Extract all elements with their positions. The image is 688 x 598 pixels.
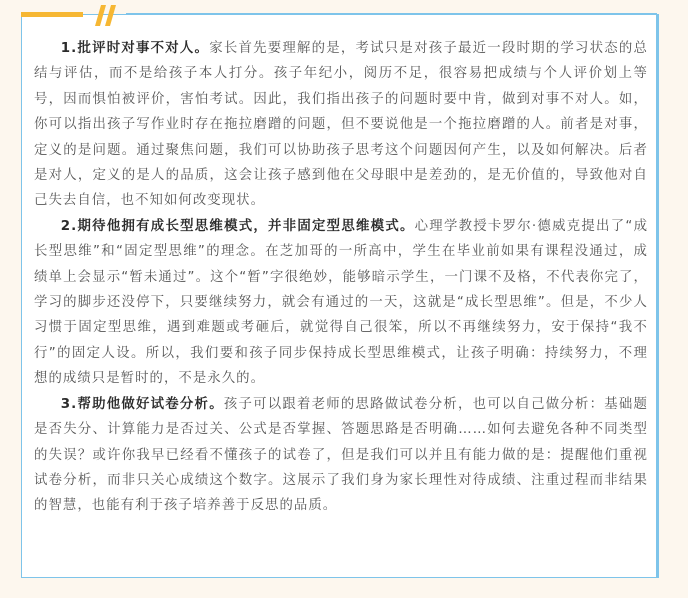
double-quote-icon <box>90 2 120 30</box>
article-body <box>34 36 648 519</box>
paragraph-heading: 1.批评时对事不对人。 <box>60 41 210 56</box>
top-accent-bar <box>21 12 83 17</box>
paragraph-heading: 2.期待他拥有成长型思维模式，并非固定型思维模式。 <box>60 218 415 234</box>
top-border-line <box>126 13 657 15</box>
paragraph-text: 孩子可以跟着老师的思路做试卷分析，也可以自己做分析：基础题是否失分、计算能力是否过关、公式是否掌握、答题思路是否明确……如何去避免各种不同类型的失误？或许你我早已经看不懂孩子的试卷了，但是我们可以并且有能力做的是：提醒他们重视试卷分析，而非只关心成绩这个数字。这展示了我们身为家长理性对待成绩、注重过程而非结果的智慧，也能有利于孩子培养善于反思的品质。 <box>34 396 648 514</box>
paragraph-2 <box>34 214 648 392</box>
paragraph-heading: 3.帮助他做好试卷分析。 <box>60 396 224 412</box>
right-border-line <box>657 14 659 578</box>
paragraph-3 <box>34 392 648 519</box>
paragraph-text: 家长首先要理解的是，考试只是对孩子最近一段时期的学习状态的总结与评估，而不是给孩子本人打分。孩子年纪小，阅历不足，很容易把成绩与个人评价划上等号，因而惧怕被评价，害怕考试。因此，我们指出孩子的问题时要中肯，做到对事不对人。如，你可以指出孩子写作业时存在拖拉磨蹭的问题，但不要说他是一个拖拉磨蹭的人。前者是对事，定义的是问题。通过聚焦问题，我们可以协助孩子思考这个问题因何产生，以及如何解决。后者是对人，定义的是人的品质，这会让孩子感到他在父母眼中是差劲的，是无价值的，导致他对自己失去自信，也不知如何改变现状。 <box>34 41 648 209</box>
paragraph-text: 心理学教授卡罗尔·德威克提出了“成长型思维”和“固定型思维”的理念。在芝加哥的一所高中，学生在毕业前如果有课程没通过，成绩单上会显示“暂未通过”。这个“暂”字很绝妙，能够暗示学生，一门课不及格，不代表你完了，学习的脚步还没停下，只要继续努力，就会有通过的一天，这就是“成长型思维”。但是，不少人习惯于固定型思维，遇到难题或考砸后，就觉得自己很笨，所以不再继续努力，安于保持“我不行”的固定人设。所以，我们要和孩子同步保持成长型思维模式，让孩子明确：持续努力，不理想的成绩只是暂时的，不是永久的。 <box>34 218 649 387</box>
paragraph-1 <box>34 36 648 214</box>
